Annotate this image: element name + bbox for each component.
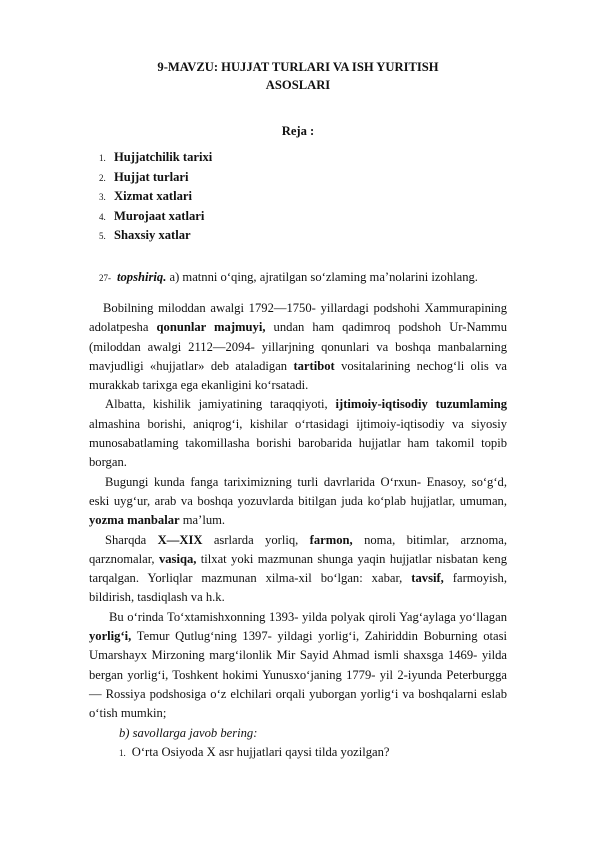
paragraph: Albatta, kishilik jamiyatining taraqqiyoti, ijtimoiy-iqtisodiy tuzumlaming almashina borishi, aniqrog‘i, kishilar o‘rtasidagi ijtimoiy-iqtisodiy va siyosiy munosabatlaming takomillasha borishi barobarida hujjatlar ham takomil topib borgan.: [89, 397, 508, 470]
plan-item: 2. Hujjat turlari: [99, 169, 189, 184]
plan-item: 3. Xizmat xatlari: [99, 189, 192, 203]
task-name: topshiriq.: [117, 270, 167, 284]
sub-task-heading: b) savollarga javob bering:: [119, 725, 258, 740]
body-text: [89, 299, 507, 763]
plan-item: 1. Hujjatchilik tarixi: [99, 150, 213, 164]
paragraph: Bobilning miloddan awalgi 1792—1750- yillardagi podshohi Xammurapining adolatpesha qonunlar majmuyi, undan ham qadimroq podshoh Ur-Nammu (miloddan awalgi 2112—2094- yillarjning qonunlari va boshqa manbalarning mavjudligi «hujjatlar» deb ataladigan tartibot vositalarining nechog‘li olis va murakkab tarixga ega ekanligini ko‘rsatadi.: [89, 301, 508, 393]
plan-list: [99, 150, 212, 248]
paragraph: Sharqda X—XIX asrlarda yorliq, farmon, noma, bitimlar, arznoma, qarznomalar, vasiqa, tilxat yoki mazmunan shunga yaqin hujjatlar nisbatan keng tarqalgan. Yorliqlar mazmunan xilma-xil bo‘lgan: xabar, tavsif, farmoyish, bildirish, tasdiqlash va h.k.: [89, 532, 507, 605]
question-item: 1. O‘rta Osiyoda X asr hujjatlari qaysi tilda yozilgan?: [119, 744, 390, 759]
plan-heading: Reja :: [281, 124, 315, 138]
plan-item: 4. Murojaat xatlari: [99, 208, 205, 223]
page-title: [89, 58, 507, 94]
paragraph: Bu o‘rinda To‘xtamishxonning 1393- yilda polyak qiroli Yag‘aylaga yo‘llagan yorlig‘i, Temur Qutlug‘ning 1397- yildagi yorlig‘i, Zahiriddin Boburning otasi Umarshayx Mirzoning marg‘ilonlik Mir Sayid Ahmad ismli shaxsga 1469- yilda bergan yorlig‘i, Toshkent hokimi Yunusxo‘janing 1779- yil 2-iyunda Peterburgga — Rossiya podshosiga o‘z elchilari orqali yuborgan yorlig‘i va boshqalarni eslab o‘tish mumkin;: [89, 609, 507, 721]
title-line-2: ASOSLARI: [265, 78, 331, 92]
plan-item: 5. Shaxsiy xatlar: [99, 228, 191, 242]
title-line-1: 9-MAVZU: HUJJAT TURLARI VA ISH YURITISH: [157, 60, 439, 74]
paragraph: Bugungi kunda fanga tariximizning turli davrlarida O‘rxun- Enasoy, so‘g‘d, eski uyg‘ur, arab va boshqa yozuvlarda bitilgan juda ko‘plab hujjatlar, umuman, yozma manbalar ma’lum.: [89, 474, 507, 528]
task-instruction: [99, 270, 478, 285]
task-number: 27-: [99, 273, 111, 283]
task-text: a) matnni o‘qing, ajratilgan so‘zlaming ma’nolarini izohlang.: [166, 270, 478, 284]
